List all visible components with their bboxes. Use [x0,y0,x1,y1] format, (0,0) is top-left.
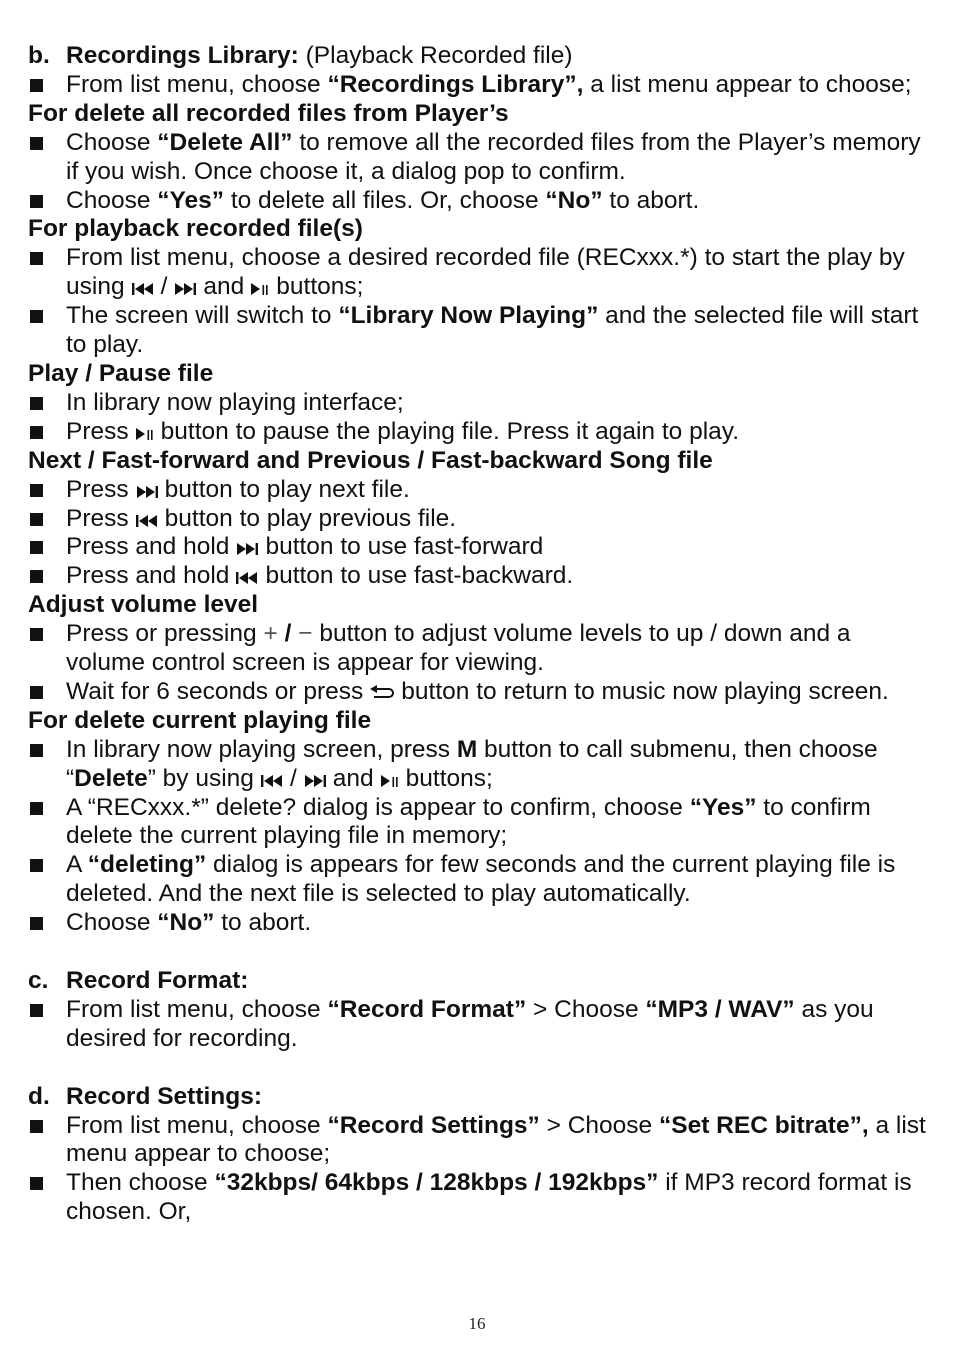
list-item: Choose “No” to abort. [28,909,926,938]
bullet-icon [28,129,66,187]
section-b-subtitle: (Playback Recorded file) [298,42,573,69]
bullet-icon [28,1112,66,1170]
bullet-icon [28,71,66,100]
bullet-icon [28,533,66,562]
list-item: In library now playing interface; [28,389,926,418]
section-b-letter: b. [28,42,50,69]
bullet-icon [28,909,66,938]
bullet-icon [28,794,66,852]
heading-delete-all: For delete all recorded files from Player’s [28,99,509,127]
document-page [28,42,926,1227]
play-pause-icon [135,427,155,441]
section-c-letter: c. [28,966,49,994]
list-item: Choose “Yes” to delete all files. Or, choose “No” to abort. [28,187,926,216]
list-item: A “RECxxx.*” delete? dialog is appear to confirm, choose “Yes” to confirm delete the current playing file in memory; [28,794,926,852]
list-item: Press button to play previous file. [28,505,926,534]
list-item: A “deleting” dialog is appears for few seconds and the current playing file is deleted. And the next file is selected to play automatically. [28,851,926,909]
bullet-icon [28,505,66,534]
bullet-icon [28,187,66,216]
bullet-icon [28,476,66,505]
heading-next-prev: Next / Fast-forward and Previous / Fast-backward Song file [28,446,713,474]
section-d-title: Record Settings: [66,1082,263,1110]
list-item: Wait for 6 seconds or press button to return to music now playing screen. [28,678,926,707]
plus-icon: + [263,620,278,648]
list-item: Press or pressing + / − button to adjust volume levels to up / down and a volume control screen is appear for viewing. [28,620,926,678]
return-icon [369,685,395,701]
bullet-icon [28,996,66,1054]
section-c-title: Record Format: [66,966,249,994]
list-item: Choose “Delete All” to remove all the recorded files from the Player’s memory if you wish. Once choose it, a dialog pop to confirm. [28,129,926,187]
bullet-icon [28,418,66,447]
heading-play-pause: Play / Pause file [28,359,214,387]
heading-delete-current: For delete current playing file [28,706,372,734]
bullet-icon [28,736,66,794]
heading-volume: Adjust volume level [28,591,259,619]
list-item: Press and hold button to use fast-forward [28,533,926,562]
section-b-heading [28,42,926,71]
list-item: Then choose “32kbps/ 64kbps / 128kbps / 192kbps” if MP3 record format is chosen. Or, [28,1169,926,1227]
play-pause-icon [380,774,400,788]
bullet-icon [28,389,66,418]
next-track-icon [303,774,327,788]
bullet-icon [28,851,66,909]
section-d-letter: d. [28,1082,50,1110]
next-track-icon [173,282,197,296]
list-item: From list menu, choose “Record Settings” > Choose “Set REC bitrate”, a list menu appear to choose; [28,1112,926,1170]
previous-track-icon [131,282,155,296]
previous-track-icon [260,774,284,788]
next-track-icon [235,542,259,556]
previous-track-icon [235,571,259,585]
section-c-heading [28,967,926,996]
bullet-icon [28,620,66,678]
list-item: From list menu, choose a desired recorded file (RECxxx.*) to start the play by using / and buttons; [28,244,926,302]
previous-track-icon [135,514,159,528]
page-number: 16 [468,1314,486,1333]
list-item: From list menu, choose “Recordings Library”, a list menu appear to choose; [28,71,926,100]
next-track-icon [135,485,159,499]
list-item: Press and hold button to use fast-backward. [28,562,926,591]
minus-icon: − [298,620,313,648]
section-b-title: Recordings Library: [66,42,299,69]
play-pause-icon [250,282,270,296]
list-item: Press button to play next file. [28,476,926,505]
bullet-icon [28,244,66,302]
list-item: Press button to pause the playing file. Press it again to play. [28,418,926,447]
bullet-icon [28,678,66,707]
bullet-icon [28,562,66,591]
list-item: The screen will switch to “Library Now Playing” and the selected file will start to play. [28,302,926,360]
list-item: From list menu, choose “Record Format” > Choose “MP3 / WAV” as you desired for recording. [28,996,926,1054]
section-d-heading [28,1083,926,1112]
list-item: In library now playing screen, press M button to call submenu, then choose “Delete” by using / and buttons; [28,736,926,794]
bullet-icon [28,1169,66,1227]
bullet-icon [28,302,66,360]
heading-playback: For playback recorded file(s) [28,215,363,243]
